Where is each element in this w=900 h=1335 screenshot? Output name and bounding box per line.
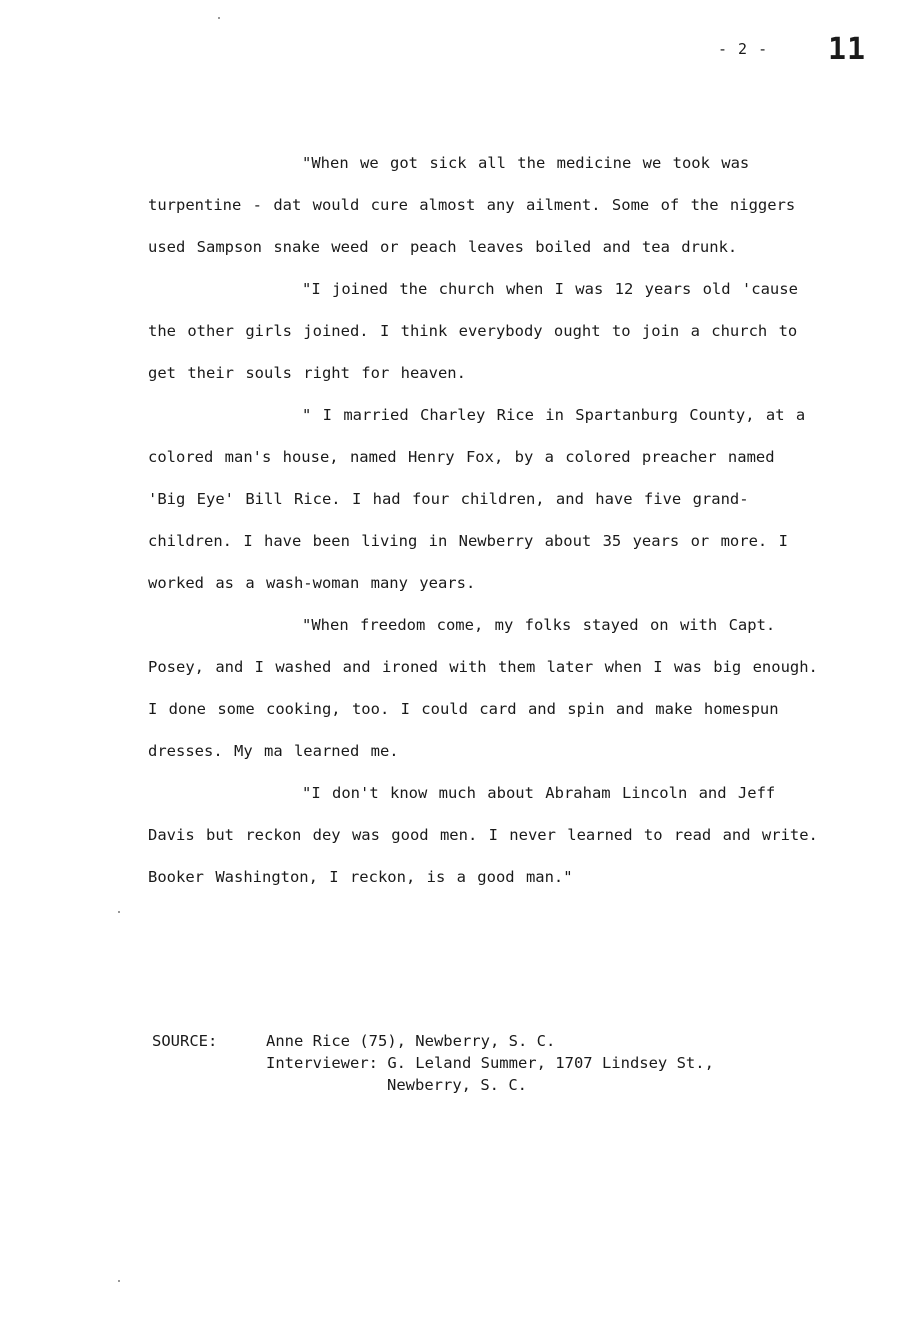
- source-interviewer-city: Newberry, S. C.: [387, 1076, 527, 1094]
- scan-speck: [218, 17, 220, 19]
- scan-speck: [118, 1280, 120, 1282]
- paragraph-medicine: "When we got sick all the medicine we took was turpentine - dat would cure almost any ailment. Some of the niggers used Sampson snake weed or peach leaves boiled and tea drunk.: [148, 154, 796, 256]
- scan-speck: [118, 911, 120, 913]
- narrative-body: [148, 142, 818, 898]
- page-number-stamp: 11: [828, 32, 867, 67]
- paragraph-marriage: " I married Charley Rice in Spartanburg County, at a colored man's house, named Henry Fox, by a colored preacher named 'Big Eye' Bill Rice. I had four children, and have five grand-children. I have been living in Newberry about 35 years or more. I worked as a wash-woman many years.: [148, 406, 806, 592]
- page-marker: - 2 -: [718, 40, 769, 58]
- source-interviewer: Interviewer: G. Leland Summer, 1707 Lindsey St.,: [266, 1054, 714, 1072]
- paragraph-church: "I joined the church when I was 12 years old 'cause the other girls joined. I think everybody ought to join a church to get their souls right for heaven.: [148, 280, 798, 382]
- source-details: [266, 1030, 806, 1096]
- paragraph-lincoln: "I don't know much about Abraham Lincoln and Jeff Davis but reckon dey was good men. I never learned to read and write. Booker Washington, I reckon, is a good man.": [148, 784, 818, 886]
- source-label: SOURCE:: [152, 1032, 218, 1050]
- paragraph-freedom: "When freedom come, my folks stayed on with Capt. Posey, and I washed and ironed with them later when I was big enough. I done some cooking, too. I could card and spin and make homespun dresses. My ma learned me.: [148, 616, 818, 760]
- source-informant: Anne Rice (75), Newberry, S. C.: [266, 1032, 556, 1050]
